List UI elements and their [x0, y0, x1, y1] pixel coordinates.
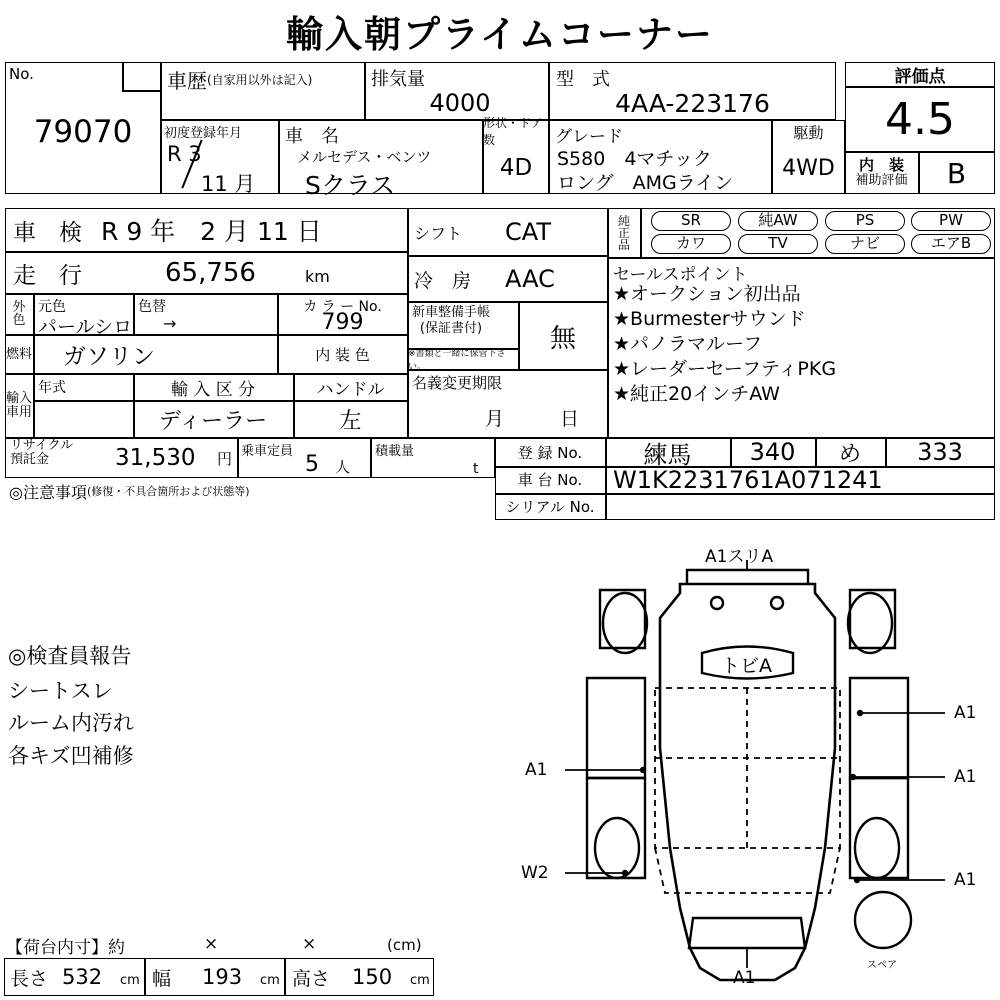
displacement-label-text: 排気量 — [371, 69, 425, 90]
shift-value — [505, 208, 551, 256]
sales-item: ★純正20インチAW — [613, 383, 780, 406]
import-cat-value — [133, 400, 293, 438]
chassis-value-text: W1K2231761A071241 — [613, 465, 883, 494]
car-name-value — [305, 166, 395, 202]
option-tv: TV — [738, 234, 818, 254]
load-label-text: 積載量 — [375, 444, 415, 459]
capacity-label-text: 乗車定員 — [241, 444, 294, 459]
grade-line-1 — [557, 144, 712, 171]
cargo-width-label-text: 幅 — [152, 967, 172, 990]
import-cat-label — [133, 374, 293, 400]
cargo-height-value — [352, 958, 392, 996]
car-maker — [297, 146, 431, 167]
model-code-value — [565, 88, 820, 118]
cargo-height-label — [292, 958, 330, 996]
shaken-label-text: 車 検 — [13, 219, 82, 246]
capacity-label — [241, 440, 293, 459]
diagram-damage-label: A1 — [733, 968, 756, 988]
car-name-label-text: 車 名 — [285, 126, 339, 147]
interior-sub-text: 補助評価 — [855, 173, 908, 189]
handle-value-text: 左 — [339, 408, 362, 434]
serial-label — [495, 493, 605, 520]
reg-class-text: 340 — [749, 438, 796, 466]
genuine-label — [608, 208, 640, 258]
shape-label — [483, 116, 549, 147]
first-reg-label — [164, 122, 242, 141]
warranty-note-text: ※書類と一緒に保管下さい。 — [408, 349, 506, 372]
serial-label-text: シリアル No. — [505, 498, 595, 516]
option-airbag: エアB — [911, 234, 991, 254]
recycle-value-text: 31,530 — [115, 445, 196, 471]
interior-color-label-text: 内 装 色 — [315, 345, 370, 364]
displacement-value-text: 4000 — [429, 89, 491, 117]
shaken-label — [13, 208, 82, 252]
no-label-text: No. — [9, 65, 34, 83]
notice-row — [9, 480, 250, 502]
history-label — [167, 66, 312, 92]
page-title: 輸入朝プライムコーナー — [286, 13, 714, 56]
sales-item: ★オークション初出品 — [613, 283, 801, 305]
spec-block — [5, 208, 995, 520]
diagram-damage-label: A1 — [954, 703, 977, 723]
chassis-value — [613, 466, 883, 493]
interior-color-label — [277, 334, 408, 374]
interior-rating-value — [918, 152, 995, 194]
transfer-label-text: 名義変更期限 — [412, 374, 503, 392]
transfer-day — [560, 404, 579, 431]
drive-value-text: 4WD — [782, 155, 835, 181]
recycle-unit — [217, 438, 232, 478]
sales-heading-text: セールスポイント — [613, 265, 748, 285]
shift-label-text: シフト — [414, 223, 463, 243]
cargo-heading — [6, 932, 125, 958]
color-change-label-text: 色替 — [138, 299, 166, 315]
cargo-length-value — [62, 958, 102, 996]
cargo-unit-note — [387, 935, 422, 954]
inspector-item: シートスレ — [8, 678, 113, 703]
cargo-width-value-text: 193 — [202, 965, 243, 989]
option-ps: PS — [825, 211, 905, 231]
color-arrow — [163, 314, 176, 333]
reg-kana-text: め — [838, 441, 861, 467]
interior-rating-label — [845, 152, 918, 194]
warranty-label-1: 新車整備手帳 — [412, 305, 491, 320]
reg-number — [885, 438, 995, 466]
handle-label — [293, 374, 408, 400]
cargo-height-unit-text: cm — [410, 972, 430, 988]
ac-label-text: 冷 房 — [414, 269, 472, 292]
cargo-mult-2-text: × — [302, 934, 317, 954]
reg-number-text: 333 — [917, 438, 963, 466]
transfer-month-text: 月 — [485, 408, 505, 430]
genuine-label-1: 純 — [617, 214, 630, 228]
fuel-value — [63, 334, 155, 374]
exterior-label-2: 色 — [12, 313, 26, 328]
warranty-label — [412, 305, 490, 336]
recycle-label-1: リサイクル — [10, 438, 74, 453]
rating-label-text: 評価点 — [894, 67, 946, 87]
recycle-value — [115, 438, 195, 478]
shift-label — [414, 208, 462, 256]
grade-line-1-text: S580 4マチック — [557, 148, 712, 170]
orig-color-value-text: パールシロ — [38, 316, 133, 338]
first-reg-year-text: R 3 — [167, 142, 202, 166]
mileage-label-text: 走 行 — [13, 262, 82, 289]
rating-value-text: 4.5 — [885, 93, 955, 145]
color-change-label — [138, 296, 166, 316]
reg-class — [730, 438, 815, 466]
load-label — [375, 440, 414, 459]
option-sr: SR — [651, 211, 731, 231]
fuel-label-text: 燃料 — [5, 346, 32, 362]
notice-sub-text: (修復・不具合箇所および状態等) — [86, 485, 250, 498]
shape-label-text: 形状・ドア数 — [483, 116, 543, 147]
import-cat-label-text: 輸 入 区 分 — [170, 379, 256, 400]
damage-diagram — [505, 548, 1000, 993]
cargo-length-unit-text: cm — [120, 972, 140, 988]
shift-value-text: CAT — [505, 218, 551, 246]
header-block — [5, 62, 995, 200]
cargo-height-label-text: 高さ — [292, 967, 331, 990]
cargo-length-label — [10, 958, 48, 996]
car-name-value-text: Sクラス — [305, 171, 396, 200]
cargo-height-unit — [410, 964, 430, 996]
option-pw: PW — [911, 211, 991, 231]
grade-line-2-text: ロング AMGライン — [557, 172, 734, 194]
transfer-label — [412, 372, 502, 393]
cargo-width-unit — [260, 964, 280, 996]
mileage-value — [165, 252, 256, 294]
diagram-damage-label: W2 — [521, 863, 549, 883]
cargo-length-unit — [120, 964, 140, 996]
first-reg-month — [201, 168, 255, 198]
cargo-heading-text: 【荷台内寸】約 — [6, 937, 125, 958]
genuine-label-3: 品 — [617, 238, 630, 252]
cargo-height-value-text: 150 — [352, 965, 393, 989]
transfer-month — [485, 404, 504, 431]
first-reg-label-text: 初度登録年月 — [164, 126, 243, 141]
diagram-top-label: A1スリA — [705, 547, 774, 567]
reg-place-text: 練馬 — [643, 440, 692, 469]
cargo-length-label-text: 長さ — [10, 967, 49, 990]
inspector-item: 各キズ凹補修 — [8, 743, 134, 768]
cargo-mult-1 — [204, 934, 218, 954]
car-name-label — [285, 122, 339, 148]
recycle-label-2: 預託金 — [10, 452, 50, 468]
exterior-label — [5, 294, 33, 334]
load-unit-text: t — [473, 461, 479, 477]
mileage-value-text: 65,756 — [165, 258, 256, 288]
transfer-day-text: 日 — [560, 408, 580, 430]
handle-label-text: ハンドル — [316, 379, 385, 400]
diagram-damage-label: A1 — [954, 870, 977, 890]
rating-label — [845, 63, 995, 86]
fuel-value-text: ガソリン — [63, 343, 155, 370]
no-label — [9, 64, 34, 83]
reg-no-label-text: 登 録 No. — [517, 443, 583, 462]
mileage-unit — [305, 258, 330, 294]
reg-place — [605, 438, 730, 469]
warranty-label-2: (保証書付) — [419, 320, 483, 336]
ac-value-text: AAC — [505, 265, 555, 293]
mileage-label — [13, 252, 82, 294]
model-code-label-text: 型 式 — [556, 69, 610, 90]
shaken-value-text: R 9 年 2 月 11 日 — [101, 217, 322, 246]
exterior-label-1: 外 — [12, 300, 26, 315]
diagram-damage-label: A1 — [954, 767, 977, 787]
sales-list — [613, 282, 836, 407]
import-label-1: 輸入 — [5, 391, 32, 407]
grade-label-text: グレード — [555, 127, 623, 147]
cargo-mult-2 — [302, 934, 316, 954]
history-label-text: 車歴 — [167, 68, 207, 93]
recycle-label — [10, 439, 73, 468]
notice-label-text: ◎注意事項 — [9, 482, 87, 502]
capacity-value — [305, 452, 319, 477]
shape-value-text: 4D — [499, 155, 533, 181]
option-kawa: カワ — [651, 234, 731, 254]
inspector-report — [8, 640, 134, 772]
recycle-unit-text: 円 — [217, 449, 233, 468]
option-aw: 純AW — [738, 211, 818, 231]
import-label-2: 車用 — [5, 405, 32, 420]
sales-item: ★Burmesterサウンド — [613, 308, 806, 331]
chassis-label-text: 車 台 No. — [517, 471, 583, 489]
shape-value — [483, 148, 549, 188]
interior-label-text: 内 装 — [858, 156, 904, 175]
interior-rating-value-text: B — [946, 156, 967, 190]
cargo-width-value — [202, 958, 242, 996]
orig-color-label-text: 元色 — [38, 299, 66, 315]
cargo-length-value-text: 532 — [62, 965, 103, 989]
import-cat-value-text: ディーラー — [158, 408, 268, 434]
capacity-unit — [335, 456, 350, 477]
no-value-text: 79070 — [33, 114, 133, 150]
handle-value — [293, 400, 408, 438]
sales-item: ★レーダーセーフティPKG — [613, 358, 837, 381]
option-navi: ナビ — [825, 234, 905, 254]
reg-no-label — [495, 438, 605, 466]
color-no-label-text: カ ラ ー No. — [303, 299, 382, 315]
diagram-damage-label: A1 — [525, 760, 548, 780]
car-maker-text: メルセデス・ベンツ — [297, 148, 432, 166]
ac-value — [505, 256, 555, 302]
year-label-text: 年式 — [38, 380, 66, 396]
cargo-width-unit-text: cm — [260, 972, 280, 988]
grade-line-2 — [557, 168, 733, 195]
no-value — [5, 102, 161, 162]
genuine-label-2: 正 — [617, 226, 630, 240]
history-sub-text: (自家用以外は記入) — [207, 72, 313, 87]
car-outline-svg — [505, 548, 1000, 993]
inspector-item: ルーム内汚れ — [8, 711, 134, 736]
shaken-value — [101, 208, 322, 252]
chassis-label — [495, 466, 605, 493]
mileage-unit-text: km — [305, 266, 330, 286]
diagram-hood-label: トビA — [721, 655, 772, 677]
spare-label: スペア — [867, 960, 897, 971]
drive-value — [772, 150, 845, 186]
warranty-value-text: 無 — [549, 323, 576, 354]
drive-label — [772, 120, 845, 144]
ac-label — [414, 256, 471, 302]
reg-kana — [815, 438, 885, 466]
capacity-unit-text: 人 — [335, 458, 351, 476]
warranty-value — [518, 302, 608, 370]
load-unit — [473, 458, 479, 477]
cargo-mult-1-text: × — [204, 934, 219, 954]
color-arrow-text: → — [163, 314, 177, 333]
cargo-width-label — [152, 958, 171, 996]
cargo-dimensions — [4, 932, 444, 998]
inspector-heading: ◎検査員報告 — [8, 644, 132, 668]
capacity-value-text: 5 — [305, 452, 319, 477]
color-no-value-text: 799 — [321, 309, 364, 335]
import-label — [5, 374, 33, 438]
rating-value — [845, 86, 995, 152]
fuel-label — [5, 334, 33, 374]
drive-label-text: 駆動 — [793, 123, 824, 142]
first-reg-month-text: 11 月 — [201, 172, 256, 196]
cargo-unit-note-text: (cm) — [387, 936, 422, 954]
warranty-note — [408, 348, 518, 370]
color-no-value — [277, 310, 408, 334]
model-code-value-text: 4AA-223176 — [615, 88, 770, 118]
year-label — [38, 376, 66, 398]
sales-item: ★パノラマルーフ — [613, 333, 763, 356]
